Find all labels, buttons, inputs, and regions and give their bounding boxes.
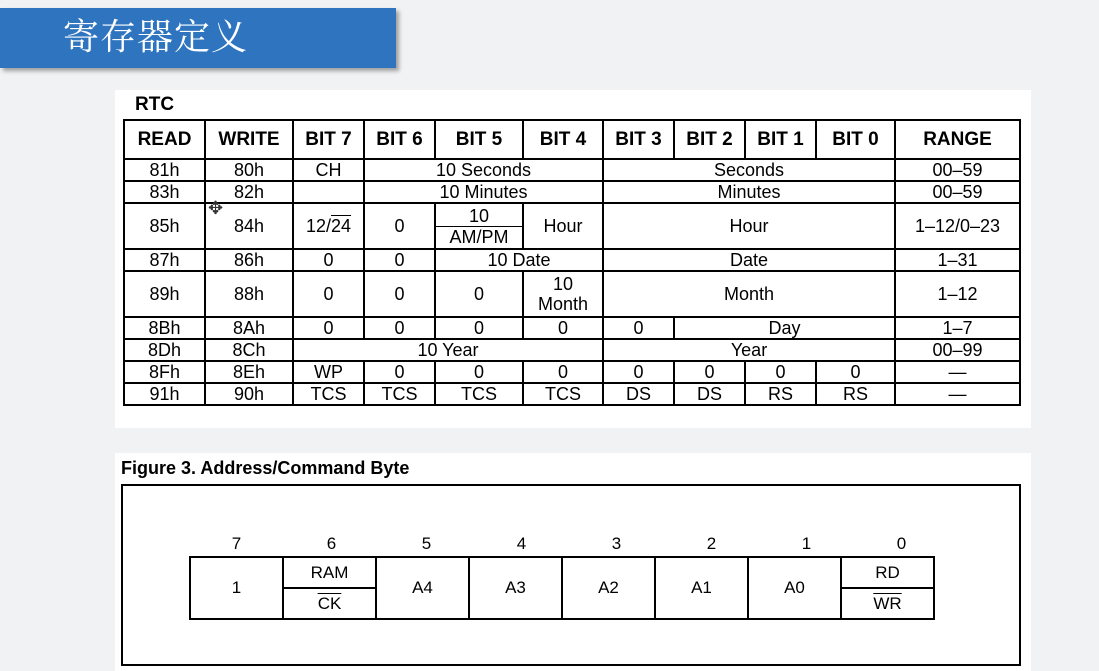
range-cell: 00–59 [895, 159, 1020, 181]
header-write: WRITE [205, 120, 293, 159]
header-bit4: BIT 4 [523, 120, 603, 159]
bit-cell: 10 Minutes [364, 181, 603, 203]
read-address: 91h [124, 383, 205, 405]
range-cell: 1–12/0–23 [895, 203, 1020, 249]
slide-title-banner [0, 8, 396, 68]
bit-number: 5 [421, 534, 432, 553]
bit-number: 0 [896, 534, 907, 553]
cmd-bit0 [841, 557, 934, 619]
read-address: 83h [124, 181, 205, 203]
bit-cell: 0 [364, 317, 435, 339]
figure3-title: Figure 3. Address/Command Byte [121, 458, 410, 478]
write-address: 88h [205, 271, 293, 317]
am-pm-label [436, 227, 522, 247]
cmd-bit4: A3 [469, 557, 562, 619]
bit-cell: 0 [293, 271, 364, 317]
header-bit2: BIT 2 [674, 120, 745, 159]
bit-cell: RS [745, 383, 816, 405]
am-label: $\overline{AM}$ [449, 226, 477, 247]
table-row [124, 317, 1020, 339]
bit-cell: CH [293, 159, 364, 181]
bit-cell: Hour [523, 203, 603, 249]
bit-cell: DS [603, 383, 674, 405]
slide-title: 寄存器定义 [63, 17, 249, 58]
bit-cell: TCS [435, 383, 523, 405]
header-range: RANGE [895, 120, 1020, 159]
read-address: 81h [124, 159, 205, 181]
bit-number: 4 [516, 534, 527, 553]
ten-month-l1: 10 [552, 274, 574, 294]
rtc-register-panel [115, 90, 1031, 428]
bit-number: 1 [801, 534, 812, 553]
bit-cell: Year [603, 339, 895, 361]
bit-cell: Hour [603, 203, 895, 249]
write-address: 8Eh [205, 361, 293, 383]
read-address: 87h [124, 249, 205, 271]
write-address: 8Ch [205, 339, 293, 361]
ten-month-l2: Month [537, 294, 589, 314]
bit-cell [435, 203, 523, 249]
figure3-box [121, 484, 1021, 666]
bit-cell: 0 [293, 249, 364, 271]
bit-number-row [189, 534, 949, 554]
table-row [124, 249, 1020, 271]
ck-label: $\overline{CK}$ [317, 593, 342, 613]
read-address: 8Bh [124, 317, 205, 339]
cmd-bit2: A1 [655, 557, 748, 619]
ram-label: RAM [284, 558, 375, 589]
command-byte-table [189, 556, 935, 620]
wr-label: $\overline{WR}$ [873, 593, 902, 613]
bit-cell: 0 [435, 317, 523, 339]
bit-cell: 10 Seconds [364, 159, 603, 181]
cmd-bit5: A4 [376, 557, 469, 619]
figure3-panel [115, 453, 1031, 671]
write-address: 90h [205, 383, 293, 405]
table-row [124, 383, 1020, 405]
bit-cell: 0 [435, 271, 523, 317]
table-header-row [124, 120, 1020, 159]
range-cell: 00–59 [895, 181, 1020, 203]
header-bit3: BIT 3 [603, 120, 674, 159]
bit-number: 6 [326, 534, 337, 553]
bit-cell: 0 [364, 271, 435, 317]
header-bit0: BIT 0 [816, 120, 895, 159]
bit-cell: 10 Year [293, 339, 603, 361]
bit-cell: Minutes [603, 181, 895, 203]
range-cell: 1–31 [895, 249, 1020, 271]
bit-cell: 0 [364, 203, 435, 249]
cmd-bit6 [283, 557, 376, 619]
write-address: 82h [205, 181, 293, 203]
bit-cell: 0 [523, 317, 603, 339]
read-address: 89h [124, 271, 205, 317]
cmd-bit3: A2 [562, 557, 655, 619]
table-row [124, 203, 1020, 249]
table-row [124, 181, 1020, 203]
write-address: 8Ah [205, 317, 293, 339]
write-address: 84h [205, 203, 293, 249]
bit-cell: 0 [816, 361, 895, 383]
bit-cell: RS [816, 383, 895, 405]
read-address: 85h [124, 203, 205, 249]
bit-cell: DS [674, 383, 745, 405]
write-address: 80h [205, 159, 293, 181]
header-bit1: BIT 1 [745, 120, 816, 159]
bit-cell: 0 [293, 317, 364, 339]
bit-cell: 0 [364, 361, 435, 383]
range-cell: 1–7 [895, 317, 1020, 339]
table-row [124, 339, 1020, 361]
format-24-label: 24 [331, 216, 352, 236]
ten-hour-label: 10 [436, 206, 522, 227]
bit-cell: Date [603, 249, 895, 271]
cmd-bit1: A0 [748, 557, 841, 619]
rtc-title: RTC [135, 94, 175, 115]
range-cell: 1–12 [895, 271, 1020, 317]
bit-number: 7 [231, 534, 242, 553]
table-row [124, 159, 1020, 181]
rd-label: RD [842, 558, 933, 589]
bit-cell: 0 [364, 249, 435, 271]
bit-cell [293, 203, 364, 249]
read-address: 8Dh [124, 339, 205, 361]
bit-cell: TCS [364, 383, 435, 405]
header-read: READ [124, 120, 205, 159]
bit-cell: 0 [745, 361, 816, 383]
table-row [124, 271, 1020, 317]
range-cell: — [895, 361, 1020, 383]
bit-cell [523, 271, 603, 317]
header-bit7: BIT 7 [293, 120, 364, 159]
cmd-bit7: 1 [190, 557, 283, 619]
read-address: 8Fh [124, 361, 205, 383]
bit-cell: 0 [435, 361, 523, 383]
bit-cell: 0 [523, 361, 603, 383]
header-bit6: BIT 6 [364, 120, 435, 159]
bit-cell: 10 Date [435, 249, 603, 271]
pm-label: /PM [476, 226, 509, 247]
bit-cell: TCS [523, 383, 603, 405]
bit-cell: TCS [293, 383, 364, 405]
bit-number: 2 [706, 534, 717, 553]
bit-cell [293, 181, 364, 203]
format-12-label: 12/ [305, 216, 331, 236]
bit-cell: Month [603, 271, 895, 317]
write-address: 86h [205, 249, 293, 271]
bit-cell: Seconds [603, 159, 895, 181]
bit-cell: 0 [603, 317, 674, 339]
range-cell: 00–99 [895, 339, 1020, 361]
bit-number: 3 [611, 534, 622, 553]
rtc-register-table [123, 119, 1021, 406]
table-row [124, 361, 1020, 383]
bit-cell: 0 [603, 361, 674, 383]
bit-cell: Day [674, 317, 895, 339]
bit-cell: WP [293, 361, 364, 383]
bit-cell: 0 [674, 361, 745, 383]
header-bit5: BIT 5 [435, 120, 523, 159]
move-cursor-icon: ✥ [208, 198, 224, 218]
range-cell: — [895, 383, 1020, 405]
